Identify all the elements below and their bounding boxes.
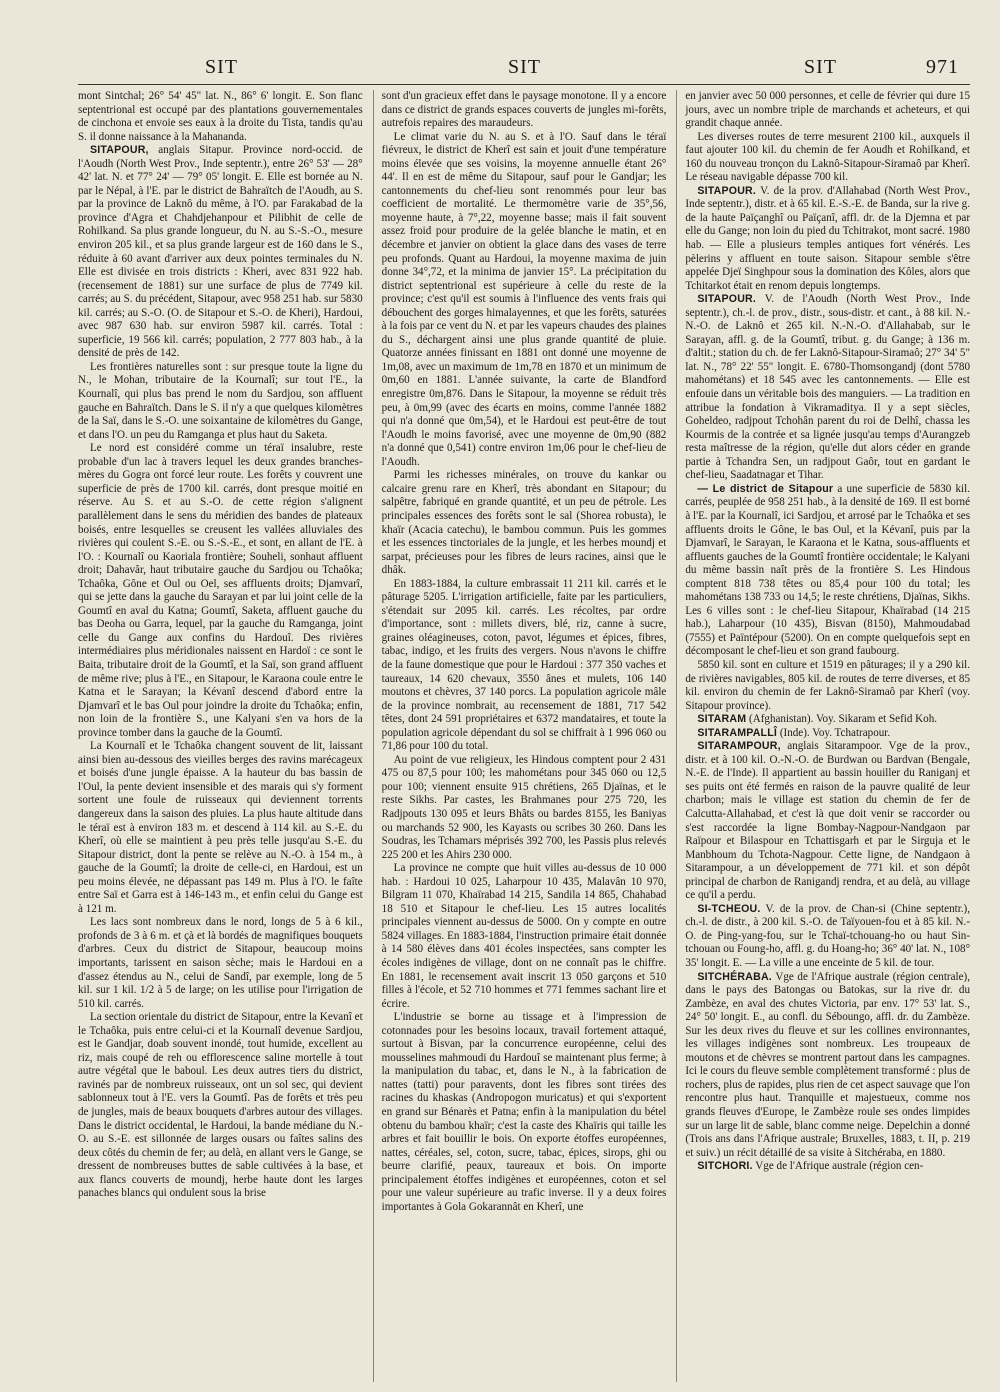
entry-headword: SITAPOUR. <box>697 293 757 306</box>
entry-text: La Kournalî et le Tchaôka changent souvent de lit, laissant ainsi bien au-dessous des vieilles berges des ravins marécageux et boisés d'une jungle épaisse. A la hauteur du bas bassin de l'Oul, la pente devient insensible et des marais qui s'y forment sortent une foule de ruisseaux qui deviennent torrents dangereux dans la saison des pluies. La plus haute altitude dans le téraï est à environ 183 m. et descend à 114 kil. au S.-E. du Kherî, où elle se maintient à peu près telle jusqu'au S.-E. du Sitapour district, dont la pente se relève au N.-O. à 154 m., à gauche de la Goumtî; la droite de celle-ci, en Hardoui, est un peu moins élevée, ne dépassant pas 149 m. Plus à l'O. le faîte entre Saï et Garra est à 146-143 m., et enfin celui du Gange est à 121 m. <box>78 740 363 915</box>
header-rule <box>78 84 970 85</box>
header-left-guide-word: SIT <box>205 56 238 78</box>
entry-text: a une superficie de 5830 kil. carrés, peuplée de 958 251 hab., à la densité de 169. Il est borné à l'E. par la Kournalî, ici Sardjou, et arrosé par le Tchaôka et ses affluents droits le Gône, le bas Oul, et la Kévanî, puis par la Djamvarî, le Sarayan, le Karaona et le Katna, sous-affluents et affluents gauches de la Goumtî frontière occidentale; le Kalyani du même bassin naît près de la frontière S. Les Hindous comptent 818 738 têtes ou 85,4 pour 100 du total; les mahométans 138 733 ou 14,5; le reste chrétiens, Djaïnas, Sikhs. Les 6 villes sont : le chef-lieu Sitapour, Khaïrabad (14 215 hab.), Laharpour (10 435), Bisvan (8150), Mahmoudabad (7555) et Païntépour (5200). On en compte quelquefois sept en décomposant le chef-lieu et son grand faubourg. <box>685 482 971 658</box>
paragraph <box>78 90 363 144</box>
paragraph <box>78 740 363 916</box>
entry-headword: SITARAMPOUR, <box>697 740 781 753</box>
entry-text: Les frontières naturelles sont : sur presque toute la ligne du N., le Mohan, tributaire de la Kournalî; sur tout l'E., la Kournalî, qui plus bas prend le nom du Sardjou, son affluent gauche en Bahraïtch. Dans le S. il n'y a que quelques kilomètres de la Saï, dans le S.-O. une soixantaine de kilomètres du Gange, et dans l'O. un peu du Ramganga et plus haut du Saketa. <box>78 360 363 441</box>
column-1 <box>78 90 363 1382</box>
header-center-guide-word: SIT <box>508 56 541 78</box>
entry-text: Les diverses routes de terre mesurent 2100 kil., auxquels il faut ajouter 100 kil. du chemin de fer Aoudh et Rohilkand, et 160 du nouveau tronçon du Laknô-Sitapour-Siramaô par Kherî. Le réseau navigable dépasse 700 kil. <box>685 130 971 184</box>
entry-text: La province ne compte que huit villes au-dessus de 10 000 hab. : Hardoui 10 025, Laharpour 10 435, Malavân 10 970, Bilgram 11 070, Khaïrabad 14 215, Sandila 14 865, Chahabad 18 510 et Sitapour le chef-lieu. Les 15 autres localités principales viennent au-dessus de 5000. On y compte en outre 5824 villages. En 1883-1884, l'instruction primaire était donnée à 14 580 élèves dans 401 écoles inspectées, sans compter les écoles indigènes de village, dont on ne connaît pas le chiffre. En 1881, le recensement avait inscrit 13 050 garçons et 510 filles à l'école, et 52 710 hommes et 771 femmes sachant lire et écrire. <box>381 862 667 1010</box>
entry-text: Le nord est considéré comme un téraï insalubre, reste probable d'un lac à travers lequel les deux grandes branches-mères du Gogra ont forcé leur route. Les forêts y couvrent une superficie de près de 1700 kil. carrés, dont presque moitié en réserve. Au S. et au S.-O. de cette région s'alignent parallèlement dans le sens du méridien des bandes de plateaux boisés, entre lesquelles se creusent les vallées alluviales des rivières qui coulent S.-E. ou S.-S.-E., et sont, en allant de l'E. à l'O. : Kournalî ou Kaoriala frontière; Souheli, sonhaut affluent droit; Dahavâr, haut tributaire gauche du Sardjou ou Tchaôka; Tchaôka, Gône et Oul ou Oel, ses affluents droits; Djamvarî, qui se jette dans la gauche du Sarayan et par lui joint celle de la Goumtî en aval du Katna; Goumtî, Saketa, affluent gauche du bas Deoha ou Garra, lequel, par la gauche du Ramganga, joint celle du Gange aux confins du Hardouî. Des rivières intermédiaires plus méridionales naissent en Hardoï : ce sont le Baita, tributaire droit de la Goumtî, et la Saï, son grand affluent de même rive; plus à l'E., en Sitapour, le Karaona coule entre le Katna et le Sarayan; la Kévanî descend d'abord entre la Djamvarî et le bas Oul pour joindre la droite du Tchaôka; enfin, non loin de la frontière S., une Kalyani s'en va hors de la province tomber dans la gauche de la Goumtî. <box>78 442 363 739</box>
entry-text: V. de l'Aoudh (North West Prov., Inde septentr.), ch.-l. de prov., distr., sous-distr. et cant., à 88 kil. N.-N.-O. de Laknô et 265 kil. N.-N.-O. d'Allahabab, sur le Sarayan, affl. g. de la Goumtî, tribut. g. du Gange; à 136 m. d'altit.; station du ch. de fer Laknô-Sitapour-Siramaô; 27° 34' 5" lat. N., 78° 22' 55" longit. E. 6780-Thomsongandj (dont 5780 mahométans) et 18 545 avec les cantonnements. — Elle est enfouie dans un véritable bois des manguiers. — La tradition en attribue la fondation à Vikramaditya. Il y a sept siècles, Goheldeo, radjpout Tchohân parent du roi de Delhî, chassa les Kourmis de la contrée et sa lignée jusqu'au temps d'Aurangzeb resta maîtresse de la région, qu'elle dut alors céder en grande partie à Tchandra Sen, un radjpout Gaôr, tout en gardant le chef-lieu, Saadatnagar et Tihar. <box>685 293 971 482</box>
dictionary-entry <box>685 483 970 659</box>
paragraph <box>382 862 667 1011</box>
entry-text: Les lacs sont nombreux dans le nord, longs de 5 à 6 kil., profonds de 3 à 6 m. et çà et là bordés de magnifiques bouquets d'arbres. Ceux du district de Sitapour, beaucoup moins importants, tarissent en saison sèche; mais le Hardoui en a d'assez étendus au N., celui de Sandî, par exemple, long de 5 kil. sur 1 kil. 1/2 à 5 de large; on les utilise pour l'irrigation de 510 kil. carrés. <box>78 916 363 1010</box>
entry-text: Vge de l'Afrique australe (région cen- <box>755 1160 924 1173</box>
entry-text: Parmi les richesses minérales, on trouve du kankar ou calcaire grenu rare en Kherî, très abondant en Sitapour; du salpêtre, fabriqué en grande quantité, et un peu de pétrole. Les principales essences des forêts sont le sal (Shorea robusta), le khaïr (Acacia catechu), le bambou commun. Puis les gommes et les essences tinctoriales de la jungle, et les herbes moundj et sarpat, précieuses pour les fibres de leurs racines, ainsi que le dhâk. <box>381 469 667 577</box>
text-columns <box>78 90 970 1382</box>
column-3 <box>676 90 970 1382</box>
paragraph <box>78 916 363 1011</box>
page-number: 971 <box>926 56 959 78</box>
entry-text: En 1883-1884, la culture embrassait 11 211 kil. carrés et le pâturage 5205. L'irrigation artificielle, faite par les particuliers, s'étendait sur 2095 kil. carrés. Les récoltes, par ordre d'importance, sont : millets divers, blé, riz, canne à sucre, graines oléagineuses, coton, pavot, légumes et épices, fibres, tabac, indigo, et les fruits des vergers. Nous n'avons le chiffre de la faune domestique que pour le Hardoui : 377 350 vaches et taureaux, 14 620 chevaux, 3550 ânes et mulets, 106 140 moutons et chèvres, 37 140 porcs. La population agricole mâle de la province nombrait, au recensement de 1881, 717 542 têtes, dont 24 591 propriétaires et 6372 mandataires, et toute la population agricole dépendant du sol se chiffrait à 1 996 060 ou 71,86 pour 100 du total. <box>381 577 667 753</box>
paragraph <box>685 90 970 131</box>
dictionary-entry <box>685 727 970 741</box>
entry-text: Au point de vue religieux, les Hindous comptent pour 2 431 475 ou 87,5 pour 100; les mahométans pour 345 060 ou 12,5 pour 100; viennent ensuite 915 chrétiens, 265 Djaïnas, et le reste Sikhs. Par castes, les Brahmanes pour 275 720, les Radjpouts 130 095 et leurs Bhâts ou bardes 8155, les Baniyas ou marchands 52 900, les Kayasts ou scribes 30 260. Dans les Soudras, les Tchamars méprisés 392 700, les Passis plus relevés 225 200 et les Ahirs 230 000. <box>381 753 667 861</box>
entry-text: La section orientale du district de Sitapour, entre la Kevanî et le Tchaôka, puis entre celui-ci et la Kournalî devenue Sardjou, est le Gandjar, doab souvent inondé, tout humide, excellent au riz, mais coupé de reh ou efflorescence saline mortelle à tout autre végétal que le baboul. Les deux autres tiers du district, ravinés par de nombreux ruisseaux, ont un sol sec, qui devient sablonneux tout à l'E. vers la Goumtî. Pas de forêts et très peu de jungles, mais de beaux bouquets d'arbres autour des villages. Dans le district occidental, le Hardoui, la bande médiane du N.-O. au S.-E. est sillonnée de larges ousars ou faîtes salins des deux côtés du chemin de fer; au delà, en allant vers le Gange, se dressent de nombreuses buttes de sable cultivées à la base, et aux flancs couverts de moundj, herbe haute dont les larges panaches blancs qui ondulent sous la brise <box>78 1011 363 1200</box>
dictionary-entry <box>685 971 970 1161</box>
dictionary-entry <box>685 185 970 293</box>
entry-headword: SITARAM <box>697 713 747 726</box>
entry-headword: SI-TCHEOU. <box>697 902 761 915</box>
entry-text: mont Sintchal; 26° 54' 45" lat. N., 86° 6' longit. E. Son flanc septentrional est occupé par des plantations gouvernementales de cinchona et envoie ses eaux à la droite du Tista, tandis qu'au S. il donne naissance à la Mahananda. <box>78 90 363 143</box>
paragraph <box>382 754 667 862</box>
entry-text: en janvier avec 50 000 personnes, et celle de février qui dure 15 jours, avec un nombre triple de marchands et acheteurs, et qui grandit chaque année. <box>685 90 971 130</box>
dictionary-entry <box>685 713 970 727</box>
entry-text: L'industrie se borne au tissage et à l'impression de cotonnades pour les besoins locaux, travail fortement attaqué, surtout à Bisvan, par la concurrence européenne, celui des mousselines mahmoudi du Hardouî se maintenant plus ferme; à la manipulation du tabac, et, dans le N., à la fabrication de nattes (tatti) pour paravents, dont les fibres sont tirées des racines du khaskas (Andropogon muricatus) et qui s'exportent en grand sur Bénarès et Patna; enfin à la manipulation du bétel obtenu du bambou khaïr; c'est la caste des Khaïris qui taille les arbres et fait bouillir le bois. On exporte étoffes européennes, nattes, céréales, sel, coton, sucre, tabac, épices, sirops, ghi ou beurre clarifié, peaux, taureaux et bois. On importe principalement étoffes indigènes et européennes, coton et sel pour une valeur supérieure au trafic inverse. Il y a deux foires importantes à Gola Gokarannât en Kherî, une <box>381 1011 667 1213</box>
entry-text: 5850 kil. sont en culture et 1519 en pâturages; il y a 290 kil. de rivières navigables, 805 kil. de routes de terre diverses, et 85 kil. environ du chemin de fer Laknô-Siramaô par Kherî (voy. Sitapour province). <box>685 658 971 712</box>
entry-text: Le climat varie du N. au S. et à l'O. Sauf dans le téraï fiévreux, le district de Kherî est sain et jouit d'une température moins élevée que ses voisins, la moyenne annuelle étant 26° 44'. Il en est de même du Sitapour, sauf pour le Gandjar; les cantonnements du chef-lieu sont renommés pour leur bas coefficient de mortalité. Le thermomètre varie de 35°,56, moyenne haute, à 7°,22, moyenne basse; mais il fait souvent assez froid pour produire de la gelée blanche le matin, et en décembre et janvier on obtient la glace dans des vases de terre peu profonds. Quant au Hardoui, la moyenne maxima de juin donne 34°,72, et la minima de janvier 15°. La précipitation du district septentrional est supérieure à celle du reste de la province; c'est qu'il est soumis à l'influence des vents frais qui débouchent des gorges himalayennes, et que les forêts, saturées à la fois par ce vent du N. et par les vapeurs chaudes des plaines du S., déchargent ainsi une plus grande quantité de pluie. Quatorze années finissant en 1881 ont donné une moyenne de 1m,08, avec un maximum de 1m,78 en 1870 et un minimum de 0m,60 en 1881. L'année suivante, la carte de Blandford enregistre 0m,876. Dans le Sitapour, la moyenne se réduit très peu, à 0m,99 (avec des écarts en moins, comme l'année 1882 qui n'a donné que 0m,54), et le Hardoui est peut-être de tout l'Aoudh le moins favorisé, avec une moyenne de 0m,90 (882 n'a donné que 0,541) contre environ 1m,06 pour le chef-lieu de l'Aoudh. <box>381 130 667 468</box>
paragraph <box>685 131 970 185</box>
entry-text: V. de la prov. de Chan-si (Chine septentr.), ch.-l. de distr., à 200 kil. S.-O. de Taïyouen-fou et à 85 kil. N.-O. de Ping-yang-fou, sur le Tchaï-tchouang-ho ou haut Sin-tchouan ou Foung-ho, affl. g. du Hoang-ho; 36° 40' lat. N., 108° 35' longit. E. — La ville a une enceinte de 5 kil. de tour. <box>685 902 971 969</box>
dictionary-entry <box>685 293 970 483</box>
entry-text: (Afghanistan). Voy. Sikaram et Sefid Koh. <box>749 713 938 726</box>
entry-text: Vge de l'Afrique australe (région centrale), dans le pays des Batongas ou Batokas, sur la rive dr. du Zambèze, en aval des chutes Victoria, par env. 17° 53' lat. S., 24° 50' longit. E., au confl. du Séboungo, affl. dr. du Zambèze. Sur les deux rives du fleuve et sur les collines environnantes, les villages indigènes sont nombreux. Les troupeaux de moutons et de chèvres se montrent partout dans les campagnes. Ici le cours du fleuve semble complètement transformé : plus de rochers, plus de rapides, plus rien de cet aspect sauvage que l'on rencontre plus haut. Tranquille et majestueux, comme nos grands fleuves d'Europe, le Zambèze roule ses ondes limpides sur un large lit de sable, blanc comme neige. Depelchin a donné (Trois ans dans l'Afrique australe; Bruxelles, 1883, t. II, p. 219 et suiv.) un récit détaillé de sa visite à Sitchéraba, en 1880. <box>685 970 971 1159</box>
paragraph <box>382 131 667 470</box>
entry-text: anglais Sitarampoor. Vge de la prov., distr. et à 100 kil. O.-N.-O. de Burdwan ou Bardvan (Bengale, N.-E. de l'Inde). Il appartient au bassin houiller du Raniganj et ses puits ont été fermés en raison de la pauvre qualité de leur charbon; mais le village est station du chemin de fer de Calcutta-Allahabad, et c'est là que doit venir se raccorder ou s'est raccordée la ligne Bombay-Nagpour-Nandgaon par Raïpour et Bilaspour en Tchattisgarh et par le Sirguja et le Manbhoum du Tchota-Nagpour. Cette ligne, de Nandgaon à Sitarampour, a un développement de 771 kil. et son dépôt principal de charbon de Ranigandj rendra, et au delà, au village ce qu'il a perdu. <box>685 740 971 902</box>
entry-headword: SITARAMPALLÎ <box>697 726 778 739</box>
dictionary-entry <box>685 1160 970 1174</box>
header-right-guide-word: SIT <box>804 56 837 78</box>
dictionary-entry <box>685 903 970 971</box>
entry-headword: — Le district de Sitapour <box>697 482 834 495</box>
entry-headword: SITCHÉRABA. <box>697 970 772 983</box>
entry-text: (Inde). Voy. Tchatrapour. <box>779 726 891 739</box>
paragraph <box>685 659 970 713</box>
paragraph <box>78 1011 363 1201</box>
paragraph <box>78 442 363 740</box>
paragraph <box>382 469 667 577</box>
paragraph <box>382 90 667 131</box>
paragraph <box>78 361 363 442</box>
entry-text: sont d'un gracieux effet dans le paysage monotone. Il y a encore dans ce district de grands espaces couverts de jungles mi-forêts, autrefois repaires des maraudeurs. <box>381 90 667 130</box>
entry-headword: SITCHORI. <box>697 1160 753 1173</box>
dictionary-entry <box>685 740 970 903</box>
entry-headword: SITAPOUR, <box>90 144 149 157</box>
dictionary-entry <box>78 144 363 361</box>
entry-headword: SITAPOUR. <box>697 184 757 197</box>
paragraph <box>382 1011 667 1214</box>
column-2 <box>373 90 667 1382</box>
entry-text: anglais Sitapur. Province nord-occid. de l'Aoudh (North West Prov., Inde septentr.), entre 26° 53' — 28° 42' lat. N. et 77° 24' — 79° 05' longit. E. Elle est bornée au N. par le Népal, à l'E. par le district de Bahraïtch de l'Aoudh, au S. par la province de Laknô du même, à l'O. par Farakabad de la province d'Agra et Chahdjehanpour et Pilibhit de celle de Rohilkand. Sa plus grande longueur, du N. au S.-S.-O., mesure environ 205 kil., et sa plus grande largeur est de 160 dans le S., réduite à 60 avant d'arriver aux deux pointes terminales du N. Elle est divisée en trois districts : Kheri, avec 831 922 hab. (recensement de 1881) sur une surface de plus de 7749 kil. carrés; au S. du précédent, Sitapour, avec 958 251 hab. sur 5830 kil. carrés; au S.-O. (O. de Sitapour et S.-O. de Kheri), Hardoui, avec 987 630 hab. sur environ 5987 kil. carrés. Total : superficie, 19 566 kil. carrés; population, 2 777 803 hab., à la densité de près de 142. <box>78 144 363 360</box>
paragraph <box>382 578 667 754</box>
entry-text: V. de la prov. d'Allahabad (North West Prov., Inde septentr.), distr. et à 65 kil. E.-S.-E. de Banda, sur la rive g. de la haute Païçanghî ou Païçanî, affl. dr. de la Djemna et par elle du Gange; non loin du pied du Tchitrakot, mont sacré. 1980 hab. — Elle a plusieurs temples antiques fort vénérés. Les pèlerins y affluent en toute saison. Sitapour semble s'être appelée Djeï Singhpour sous la domination des Kôles, alors que Tchitarkot était en renom depuis longtemps. <box>685 184 971 292</box>
